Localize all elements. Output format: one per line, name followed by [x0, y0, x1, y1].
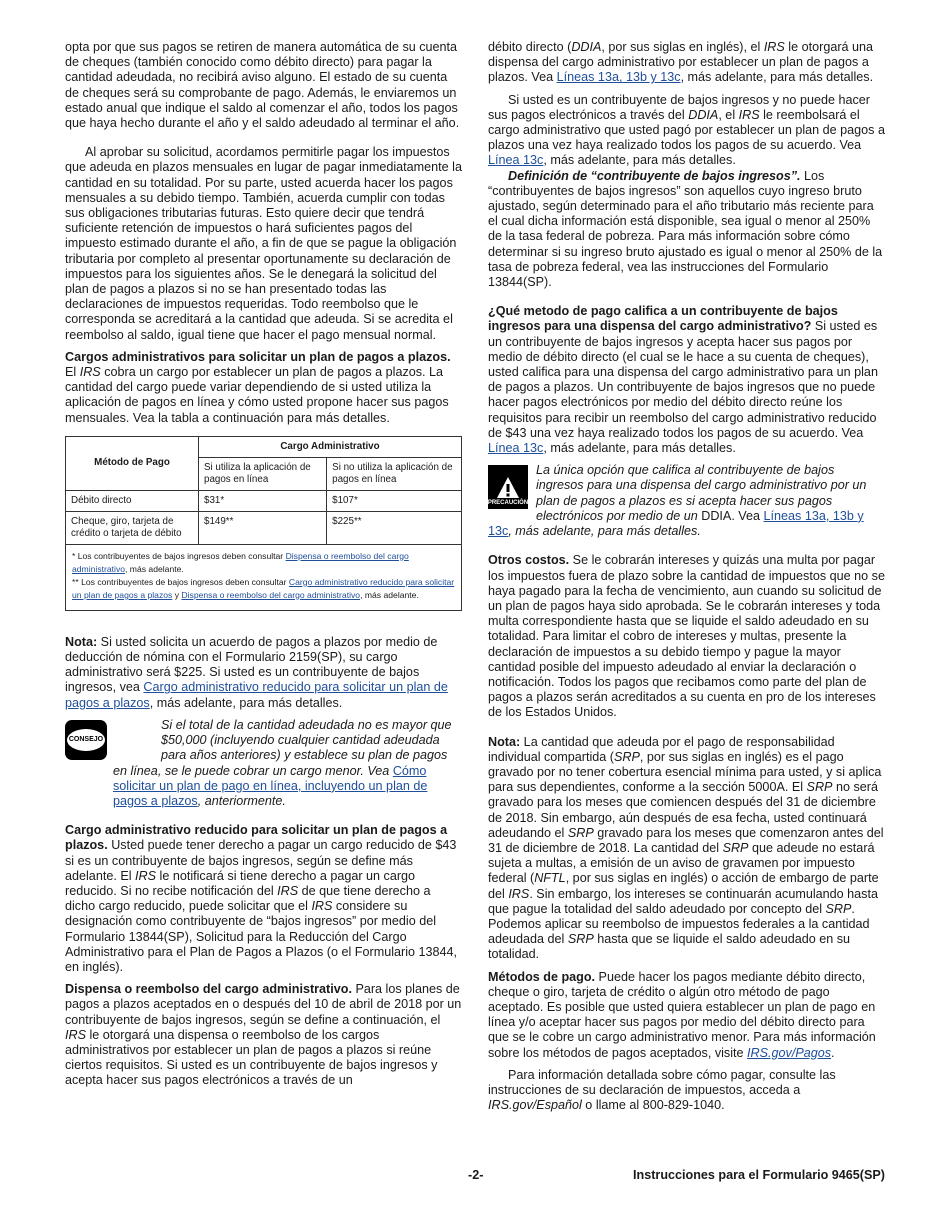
paragraph: Para información detallada sobre cómo pagar, consulte las instrucciones de su declaración de impuestos, acceda a IRS.gov/Español o llame al 800-829-1040.: [488, 1067, 836, 1113]
link-lineas-13[interactable]: Líneas 13a, 13b y 13c: [488, 508, 864, 539]
paragraph: opta por que sus pagos se retiren de manera automática de su cuenta de cheques (también conocido como débito directo) para pagar la cantidad adeudada, no recibirá aviso alguno. El estado de su cuenta de cheques será su comprobante de pago. Además, le enviaremos un estado anual que indique el saldo al comenzar el año, todos los pagos que haya hecho durante el año y el saldo adeudado al terminar el año.: [65, 40, 460, 131]
section-metodo: ¿Qué metodo de pago califica a un contribuyente de bajos ingresos para una dispensa del cargo administrativo? Si usted es un contribuyente de bajos ingresos y acepta hacer sus pagos por medio de débito directo (el cual se le hace a su cuenta de cheques), usted califica para una dispensa del cargo administrativo para un plan de pagos a plazos. Un contribuyente de bajos ingresos que no puede hacer pagos electrónicos por medio del débito directo reúne los requisitos para recibir un reembolso del cargo administrativo reducido de $43 una vez haya realizado todos los pagos de su acuerdo. Vea Línea 13c, más adelante, para más detalles.: [488, 304, 878, 456]
section-dispensa: Dispensa o reembolso del cargo administrativo. Para los planes de pagos a plazos aceptados en o después del 10 de abril de 2018 por un contribuyente de bajos ingresos, según se define a continuación, el IRS le otorgará una dispensa o reembolso de los cargos administrativos por establecer un plan de pagos a plazos si reúne ciertos requisitos. Si usted es un contribuyente de bajos ingresos y acepta hacer sus pagos electrónicos a través de un: [65, 982, 462, 1088]
section-heading: Cargo administrativo reducido para solicitar un plan de pagos a plazos.: [65, 823, 448, 853]
table-cell: $225**: [327, 511, 462, 544]
warning-triangle-icon: [496, 476, 520, 500]
link-dispensa[interactable]: Dispensa o reembolso del cargo administrativo: [72, 550, 409, 574]
footer-title: Instrucciones para el Formulario 9465(SP): [633, 1168, 885, 1182]
consejo-icon: CONSEJO: [65, 720, 107, 760]
paragraph: Si usted es un contribuyente de bajos ingresos y no puede hacer sus pagos electrónicos a través del DDIA, el IRS le reembolsará el cargo administrativo que usted pagó por establecer un plan de pagos a plazos una vez haya realizado todos los pagos de su acuerdo. Vea Línea 13c, más adelante, para más detalles.: [488, 92, 885, 168]
section-metodos: Métodos de pago. Puede hacer los pagos mediante débito directo, cheque o giro, tarjeta de crédito o algún otro método de pago aceptado. Es posible que usted quiera establecer un plan de pago en línea y/o aceptar hacer sus pagos por medio del débito directo para que se le cobre un cargo administrativo menor. Para más información sobre los métodos de pagos aceptados, visite IRS.gov/Pagos.: [488, 969, 876, 1060]
section-cargos: Cargos administrativos para solicitar un plan de pagos a plazos. El IRS cobra un cargo por establecer un plan de pagos a plazos. La cantidad del cargo puede variar dependiendo de si usted utiliza la aplicación de pagos en línea y cómo usted propone hacer sus pagos mensuales. Vea la tabla a continuación para más detalles.: [65, 349, 451, 425]
section-heading: Dispensa o reembolso del cargo administrativo.: [65, 982, 352, 997]
link-plan-en-linea[interactable]: Cómo solicitar un plan de pago en línea, incluyendo un plan de pagos a plazos: [113, 763, 428, 808]
section-heading: Otros costos.: [488, 553, 570, 568]
left-column: [65, 40, 462, 1096]
link-dispensa[interactable]: Dispensa o reembolso del cargo administrativo: [181, 589, 361, 600]
link-linea-13c[interactable]: Línea 13c: [488, 153, 544, 168]
link-lineas-13[interactable]: Líneas 13a, 13b y 13c: [556, 70, 681, 85]
section-heading: Definición de “contribuyente de bajos ingresos”.: [508, 168, 801, 183]
tip-callout: CONSEJO Si el total de la cantidad adeudada no es mayor que $50,000 (incluyendo cualquier cantidad adeudada para años anteriores) y establece su plan de pagos en línea, se le puede cobrar un cargo menor. Vea Cómo solicitar un plan de pago en línea, incluyendo un plan de pagos a plazos, anteriormente.: [65, 718, 462, 809]
table-footnotes: [66, 544, 462, 610]
footnote-2: ** Los contribuyentes de bajos ingresos deben consultar Cargo administrativo reducido para solicitar un plan de pagos a plazos y Dispensa o reembolso del cargo administrativo, más adelante.: [72, 576, 455, 600]
section-heading: Métodos de pago.: [488, 969, 596, 984]
section-definicion: Definición de “contribuyente de bajos ingresos”. Los “contribuyentes de bajos ingresos” son aquellos cuyo ingreso bruto ajustado, según determinado para el año tributario más reciente para el cual dicha información está disponible, sea igual o menor al 250% de la tasa federal de pobreza. Para más información sobre cómo determinar si su ingreso bruto ajustado es igual o menor al 250% de la tasa de pobreza federal, vea las instrucciones del Formulario 13844(SP).: [488, 168, 883, 290]
table-cell: $149**: [199, 511, 327, 544]
paragraph: Al aprobar su solicitud, acordamos permitirle pagar los impuestos que adeuda en plazos mensuales en lugar de pagar inmediatamente la cantidad en su totalidad. Por su parte, usted acuerda hacer los pagos mensuales a su debido tiempo. También, acuerda cumplir con todas sus obligaciones tributarias futuras. Esto quiere decir que tendrá suficiente retención de impuestos o hará suficientes pagos del impuesto estimado durante el año, a fin de que se pague la obligación tributaria por completo al presentar oportunamente su declaración de impuestos para los siguientes años. Se le denegará la solicitud del plan de pagos a plazos si no se han presentado todas las declaraciones de impuestos requeridas. Todo reembolso que le corresponda se acreditará a la cantidad que adeuda. Si se acredita el reembolso al saldo, igual tiene que hacer el pago mensual normal.: [65, 145, 462, 342]
table-cell: $107*: [327, 490, 462, 511]
link-linea-13c[interactable]: Línea 13c: [488, 441, 544, 456]
link-irs-pagos[interactable]: IRS.gov/Pagos: [747, 1045, 832, 1060]
caution-callout: PRECAUCIÓN La única opción que califica al contribuyente de bajos ingresos para una dispensa del cargo administrativo por un plan de pagos a plazos es si acepta hacer sus pagos electrónicos por medio de un DDIA. Vea Líneas 13a, 13b y 13c, más adelante, para más detalles.: [487, 463, 867, 539]
table-header-fee: Cargo Administrativo: [199, 436, 462, 457]
nota-paragraph: Nota: La cantidad que adeuda por el pago de responsabilidad individual compartida (SRP, por sus siglas en inglés) es el pago gravado por no tener cobertura esencial mínima para usted, y si aplica para sus dependientes, conforme a la sección 5000A. El SRP no será gravado para los meses que comiencen después del 31 de diciembre de 2018. Sin embargo, aún después de esa fecha, usted continuará adeudando el SRP gravado para los meses que comenzaron antes del 31 de diciembre de 2018. La cantidad del SRP que adeude no estará sujeta a multas, a emisión de un aviso de gravamen por impuesto federal (NFTL, por sus siglas en inglés) o acción de embargo de parte del IRS. Sin embargo, los intereses se continuarán acumulando hasta que pague la totalidad del saldo adeudado por concepto del SRP. Podemos aplicar su reembolso de impuestos federales a la cantidad adeudada del SRP hasta que se liquide el saldo adeudado en su totalidad.: [488, 734, 884, 962]
table-subheader-offline: Si no utiliza la aplicación de pagos en línea: [327, 457, 462, 490]
section-heading: ¿Qué metodo de pago califica a un contribuyente de bajos ingresos para una dispensa del cargo administrativo?: [488, 304, 838, 334]
fee-table: [65, 436, 462, 611]
table-subheader-online: Si utiliza la aplicación de pagos en línea: [199, 457, 327, 490]
link-cargo-reducido[interactable]: Cargo administrativo reducido para solicitar un plan de pagos a plazos: [65, 680, 448, 710]
table-row: [66, 490, 462, 511]
right-column: [488, 40, 885, 1120]
footnote-1: * Los contribuyentes de bajos ingresos deben consultar Dispensa o reembolso del cargo administrativo, más adelante.: [72, 550, 409, 574]
section-heading: Cargos administrativos para solicitar un plan de pagos a plazos.: [65, 349, 451, 364]
caution-icon: PRECAUCIÓN: [488, 465, 528, 509]
page-number: -2-: [468, 1168, 484, 1182]
section-reducido: Cargo administrativo reducido para solicitar un plan de pagos a plazos. Usted puede tener derecho a pagar un cargo reducido de $43 si es un contribuyente de bajos ingresos, según se define más adelante. El IRS le notificará si tiene derecho a pagar un cargo reducido. Si no recibe notificación del IRS de que tiene derecho a dicho cargo reducido, puede solicitar que el IRS considere su designación como contribuyente de “bajos ingresos” por medio del Formulario 13844(SP), Solicitud para la Reducción del Cargo Administrativo para el Plan de Pagos a Plazos (o el Formulario 13844, en inglés).: [65, 823, 458, 974]
table-header-method: Método de Pago: [66, 436, 199, 490]
table-cell: $31*: [199, 490, 327, 511]
table-cell: Débito directo: [66, 490, 199, 511]
link-cargo-reducido[interactable]: Cargo administrativo reducido para solicitar un plan de pagos a plazos: [72, 576, 455, 600]
table-row: [66, 511, 462, 544]
nota-paragraph: Nota: Si usted solicita un acuerdo de pagos a plazos por medio de deducción de nómina con el Formulario 2159(SP), su cargo administrativo será $225. Si usted es un contribuyente de bajos ingresos, vea Cargo administrativo reducido para solicitar un plan de pagos a plazos, más adelante, para más detalles.: [65, 634, 448, 710]
paragraph: débito directo (DDIA, por sus siglas en inglés), el IRS le otorgará una dispensa del cargo administrativo por establecer un plan de pagos a plazos. Vea Líneas 13a, 13b y 13c, más adelante, para más detalles.: [488, 40, 874, 85]
section-otros: Otros costos. Se le cobrarán intereses y quizás una multa por pagar los impuestos fuera de plazo sobre la cantidad de impuestos que no se haya pagado para la fecha de vencimiento, aun cuando su solicitud de un plan de pagos haya sido aprobada. Se le cobrarán intereses y toda multa correspondiente hasta que se liquide el saldo adeudado en su totalidad. Para limitar el cobro de intereses y multas, presente la declaración de impuestos a su debido tiempo y pague la mayor cantidad posible del impuesto adeudado al enviar la declaración o notificación. Todos los pagos que recibamos como parte del plan de pagos a plazos serán acreditados a su cuenta en pro de los intereses de los Estados Unidos.: [488, 553, 885, 720]
table-cell: Cheque, giro, tarjeta de crédito o tarjeta de débito: [66, 511, 199, 544]
